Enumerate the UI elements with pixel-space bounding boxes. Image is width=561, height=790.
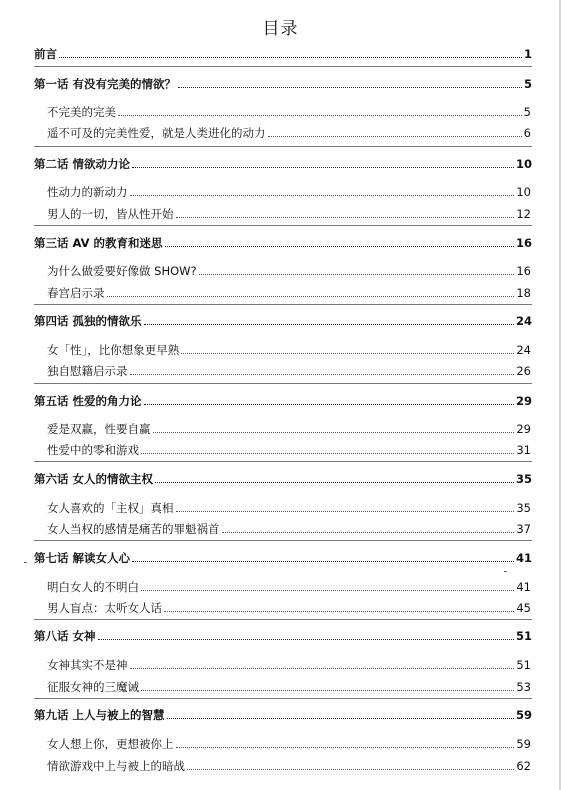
dot-leader [132, 561, 514, 562]
toc-entry-label: 第四话 孤独的情欲乐 [34, 314, 142, 328]
toc-page-number: 51 [515, 629, 532, 643]
toc-entry-label: 女「性」，比你想象更早熟 [47, 343, 180, 357]
toc-section-entry[interactable] [47, 522, 531, 536]
chapter-divider [34, 540, 532, 541]
toc-entry-label: 男人的一切，皆从性开始 [47, 207, 174, 221]
dot-leader [181, 353, 514, 354]
dot-leader [98, 639, 514, 640]
scan-mark [504, 571, 507, 572]
toc-section-entry[interactable] [47, 126, 531, 140]
toc-section-entry[interactable] [47, 443, 531, 457]
toc-entry-label: 女人当权的感情是痛苦的罪魁祸首 [47, 522, 220, 536]
dot-leader [153, 432, 515, 433]
toc-section-entry[interactable] [47, 601, 531, 615]
dot-leader [130, 668, 515, 669]
toc-chapter-entry[interactable] [34, 77, 532, 91]
dot-leader [164, 611, 514, 612]
toc-entry-label: 第六话 女人的情欲主权 [34, 472, 154, 486]
chapter-divider [34, 383, 532, 384]
toc-entry-label: 第三话 AV 的教育和迷思 [34, 236, 163, 250]
dot-leader [107, 296, 515, 297]
dot-leader [141, 590, 514, 591]
toc-section-entry[interactable] [47, 286, 531, 300]
toc-entry-label: 春宫启示录 [47, 286, 105, 300]
toc-page-number: 37 [516, 522, 531, 536]
toc-entry-label: 第七话 解读女人心 [34, 551, 131, 565]
toc-entry-label: 第八话 女神 [34, 629, 96, 643]
toc-chapter-entry[interactable] [34, 236, 532, 250]
dot-leader [165, 246, 514, 247]
dot-leader [222, 532, 515, 533]
toc-page-number: 29 [515, 394, 532, 408]
toc-section-entry[interactable] [47, 501, 531, 515]
dot-leader [155, 482, 514, 483]
toc-page-number: 24 [515, 314, 532, 328]
toc-page-number: 10 [516, 185, 531, 199]
toc-entry-label: 为什么做爱要好像做 SHOW? [47, 264, 197, 278]
toc-section-entry[interactable] [47, 680, 531, 694]
toc-chapter-entry[interactable] [34, 314, 532, 328]
toc-entry-label: 女神其实不是神 [47, 658, 128, 672]
toc-page-number: 35 [515, 472, 532, 486]
toc-entry-label: 不完美的完美 [47, 105, 116, 119]
dot-leader [199, 274, 515, 275]
toc-entry-label: 第九话 上人与被上的智慧 [34, 708, 165, 722]
toc-page-number: 51 [516, 658, 531, 672]
toc-chapter-entry[interactable] [34, 394, 532, 408]
chapter-divider [34, 698, 532, 699]
toc-page-number: 5 [523, 77, 532, 91]
toc-chapter-entry[interactable] [34, 551, 532, 565]
toc-page-number: 41 [515, 551, 532, 565]
toc-entry-label: 第二话 情欲动力论 [34, 157, 131, 171]
toc-page-number: 6 [523, 126, 531, 140]
toc-page-number: 16 [515, 236, 532, 250]
toc-section-entry[interactable] [47, 207, 531, 221]
dot-leader [144, 324, 514, 325]
toc-chapter-entry[interactable] [34, 47, 532, 61]
chapter-divider [34, 619, 532, 620]
toc-section-entry[interactable] [47, 580, 531, 594]
toc-page-number: 45 [516, 601, 531, 615]
chapter-divider [34, 225, 532, 226]
chapter-divider [34, 66, 532, 67]
dot-leader [130, 374, 515, 375]
dot-leader [144, 404, 514, 405]
toc-entry-label: 情欲游戏中上与被上的暗战 [47, 759, 185, 773]
toc-section-entry[interactable] [47, 737, 531, 751]
toc-page-number: 12 [516, 207, 531, 221]
toc-entry-label: 遥不可及的完美性爱，就是人类进化的动力 [47, 126, 266, 140]
toc-section-entry[interactable] [47, 264, 531, 278]
dot-leader [178, 87, 522, 88]
dot-leader [176, 747, 515, 748]
toc-page-number: 41 [516, 580, 531, 594]
toc-entry-label: 第五话 性爱的角力论 [34, 394, 142, 408]
toc-chapter-entry[interactable] [34, 157, 532, 171]
toc-page-number: 53 [516, 680, 531, 694]
toc-page-number: 31 [516, 443, 531, 457]
dot-leader [187, 769, 514, 770]
toc-section-entry[interactable] [47, 422, 531, 436]
toc-entry-label: 女人喜欢的「主权」真相 [47, 501, 174, 515]
dot-leader [118, 115, 522, 116]
dot-leader [176, 511, 515, 512]
toc-entry-label: 爱是双赢，性要自赢 [47, 422, 151, 436]
toc-chapter-entry[interactable] [34, 708, 532, 722]
toc-page-number: 16 [516, 264, 531, 278]
toc-page-number: 10 [515, 157, 532, 171]
dot-leader [141, 453, 514, 454]
toc-entry-label: 第一话 有没有完美的情欲？ [34, 77, 177, 91]
toc-entry-label: 独自慰籍启示录 [47, 364, 128, 378]
toc-entry-label: 男人盲点：太听女人话 [47, 601, 162, 615]
dot-leader [268, 136, 522, 137]
chapter-divider [34, 461, 532, 462]
toc-section-entry[interactable] [47, 105, 531, 119]
toc-section-entry[interactable] [47, 343, 531, 357]
toc-entry-label: 前言 [34, 47, 57, 61]
toc-entry-label: 性动力的新动力 [47, 185, 128, 199]
toc-entry-label: 女人想上你，更想被你上 [47, 737, 174, 751]
toc-section-entry[interactable] [47, 759, 531, 773]
dot-leader [167, 718, 514, 719]
chapter-divider [34, 146, 532, 147]
toc-chapter-entry[interactable] [34, 472, 532, 486]
dot-leader [132, 167, 514, 168]
toc-section-entry[interactable] [47, 185, 531, 199]
toc-page-number: 5 [523, 105, 531, 119]
toc-page-number: 59 [515, 708, 532, 722]
toc-chapter-entry[interactable] [34, 629, 532, 643]
toc-page-number: 29 [516, 422, 531, 436]
scan-mark [24, 562, 27, 563]
chapter-divider [34, 304, 532, 305]
dot-leader [59, 57, 522, 58]
dot-leader [130, 195, 515, 196]
toc-page-number: 62 [516, 759, 531, 773]
toc-page-number: 26 [516, 364, 531, 378]
toc-entry-label: 征服女神的三魔诫 [47, 680, 139, 694]
toc-entry-label: 明白女人的不明白 [47, 580, 139, 594]
toc-page-number: 35 [516, 501, 531, 515]
dot-leader [176, 217, 515, 218]
dot-leader [141, 690, 514, 691]
toc-section-entry[interactable] [47, 364, 531, 378]
toc-page-number: 59 [516, 737, 531, 751]
toc-entry-label: 性爱中的零和游戏 [47, 443, 139, 457]
toc-page-number: 24 [516, 343, 531, 357]
toc-section-entry[interactable] [47, 658, 531, 672]
toc-page-number: 18 [516, 286, 531, 300]
page-title: 目录 [262, 19, 299, 39]
toc-page-number: 1 [523, 47, 532, 61]
